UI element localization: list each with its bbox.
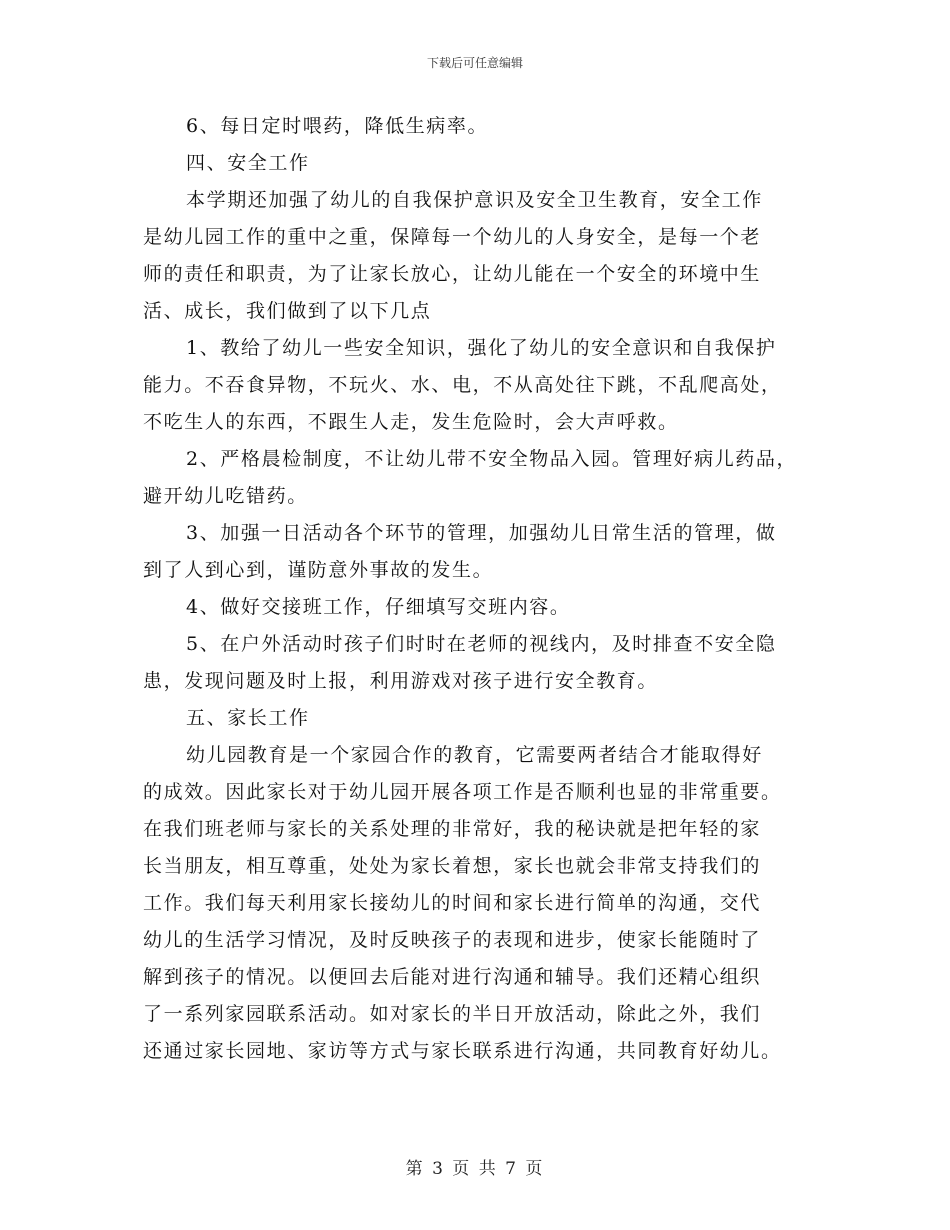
text-line: 能力。不吞食异物，不玩火、水、电，不从高处往下跳，不乱爬高处， <box>143 374 782 396</box>
text-line: 五、家长工作 <box>186 707 310 729</box>
text-line: 的成效。因此家长对于幼儿园开展各项工作是否顺利也显的非常重要。 <box>143 781 782 803</box>
text-line: 是幼儿园工作的重中之重，保障每一个幼儿的人身安全，是每一个老 <box>143 226 762 248</box>
text-line: 活、成长，我们做到了以下几点 <box>143 300 432 322</box>
text-line: 1、教给了幼儿一些安全知识，强化了幼儿的安全意识和自我保护 <box>186 337 777 359</box>
text-line: 解到孩子的情况。以便回去后能对进行沟通和辅导。我们还精心组织 <box>143 966 762 988</box>
text-line: 患，发现问题及时上报，利用游戏对孩子进行安全教育。 <box>143 670 659 692</box>
text-line: 3、加强一日活动各个环节的管理，加强幼儿日常生活的管理，做 <box>186 522 777 544</box>
document-body <box>143 108 823 1070</box>
text-line: 了一系列家园联系活动。如对家长的半日开放活动，除此之外，我们 <box>143 1003 762 1025</box>
text-line: 不吃生人的东西，不跟生人走，发生危险时，会大声呼救。 <box>143 411 679 433</box>
text-line: 还通过家长园地、家访等方式与家长联系进行沟通，共同教育好幼儿。 <box>143 1040 782 1062</box>
text-line: 到了人到心到，谨防意外事故的发生。 <box>143 559 494 581</box>
text-line: 工作。我们每天利用家长接幼儿的时间和家长进行简单的沟通，交代 <box>143 892 762 914</box>
text-line: 2、严格晨检制度，不让幼儿带不安全物品入园。管理好病儿药品， <box>186 448 798 470</box>
page-number-footer: 第 3 页 共 7 页 <box>405 1159 545 1179</box>
text-line: 幼儿的生活学习情况，及时反映孩子的表现和进步，使家长能随时了 <box>143 929 762 951</box>
page-header-note: 下载后可任意编辑 <box>426 56 523 70</box>
text-line: 幼儿园教育是一个家园合作的教育，它需要两者结合才能取得好 <box>186 744 763 766</box>
text-line: 4、做好交接班工作，仔细填写交班内容。 <box>186 596 571 618</box>
text-line: 避开幼儿吃错药。 <box>143 485 308 507</box>
text-line: 本学期还加强了幼儿的自我保护意识及安全卫生教育，安全工作 <box>186 189 763 211</box>
text-line: 6、每日定时喂药，降低生病率。 <box>186 115 489 137</box>
text-line: 5、在户外活动时孩子们时时在老师的视线内，及时排查不安全隐 <box>186 633 777 655</box>
text-line: 在我们班老师与家长的关系处理的非常好，我的秘诀就是把年轻的家 <box>143 818 762 840</box>
text-line: 长当朋友，相互尊重，处处为家长着想，家长也就会非常支持我们的 <box>143 855 762 877</box>
text-line: 师的责任和职责，为了让家长放心，让幼儿能在一个安全的环境中生 <box>143 263 762 285</box>
text-line: 四、安全工作 <box>186 152 310 174</box>
